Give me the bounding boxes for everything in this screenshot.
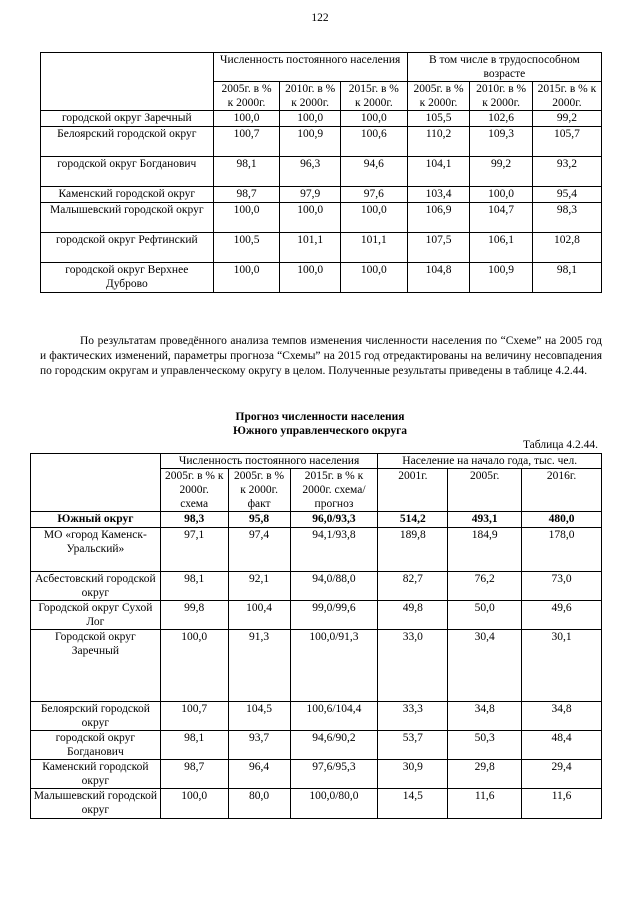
- table-row: [31, 601, 602, 630]
- value-cell: 99,8: [160, 601, 228, 630]
- value-cell: 98,7: [213, 187, 280, 203]
- value-cell: 98,1: [213, 157, 280, 187]
- column-header: 2001г.: [378, 469, 448, 512]
- row-name: Каменский городской округ: [41, 187, 214, 203]
- column-header: 2015г. в % к 2000г.: [340, 82, 407, 111]
- value-cell: 92,1: [228, 572, 290, 601]
- value-cell: 97,9: [280, 187, 340, 203]
- value-cell: 184,9: [448, 528, 522, 572]
- value-cell: 34,8: [448, 702, 522, 731]
- table-row: [31, 702, 602, 731]
- value-cell: 100,0/91,3: [290, 630, 378, 702]
- value-cell: 94,0/88,0: [290, 572, 378, 601]
- table-heading-line2: Южного управленческого округа: [232, 425, 408, 437]
- value-cell: 95,4: [532, 187, 601, 203]
- value-cell: 100,4: [228, 601, 290, 630]
- value-cell: 100,0: [160, 630, 228, 702]
- value-cell: 100,7: [160, 702, 228, 731]
- value-cell: 100,0/80,0: [290, 789, 378, 819]
- value-cell: 107,5: [407, 233, 470, 263]
- column-header: 2010г. в % к 2000г.: [280, 82, 340, 111]
- group-header: Численность постоянного населения: [160, 454, 378, 469]
- value-cell: 11,6: [522, 789, 602, 819]
- row-name: Малышевский городской округ: [41, 203, 214, 233]
- column-header: 2015г. в % к 2000г. схема/ прогноз: [290, 469, 378, 512]
- value-cell: 96,3: [280, 157, 340, 187]
- value-cell: 100,9: [470, 263, 533, 293]
- value-cell: 99,0/99,6: [290, 601, 378, 630]
- value-cell: 100,0: [280, 263, 340, 293]
- column-header: 2005г. в % к 2000г.: [213, 82, 280, 111]
- table-row: [31, 528, 602, 572]
- row-name: Городской округ Заречный: [31, 630, 161, 702]
- value-cell: 33,3: [378, 702, 448, 731]
- row-name: Южный округ: [31, 512, 161, 528]
- column-header: 2005г. в % к 2000г. схема: [160, 469, 228, 512]
- value-cell: 493,1: [448, 512, 522, 528]
- value-cell: 50,3: [448, 731, 522, 760]
- value-cell: 104,1: [407, 157, 470, 187]
- value-cell: 48,4: [522, 731, 602, 760]
- value-cell: 98,3: [532, 203, 601, 233]
- row-name: МО «город Каменск-Уральский»: [31, 528, 161, 572]
- body-paragraph: По результатам проведённого анализа темпов изменения численности населения по “Схеме” на 2005 год и фактических изменений, параметры прогноза “Схемы” на 2015 год отредактированы на величину несовпадения по городским округам и управленческому округу в целом. Полученные результаты приведены в таблице 4.2.44.: [40, 335, 602, 377]
- column-header: 2016г.: [522, 469, 602, 512]
- value-cell: 53,7: [378, 731, 448, 760]
- value-cell: 96,0/93,3: [290, 512, 378, 528]
- table-heading-line1: Прогноз численности населения: [235, 411, 405, 423]
- group-header: Население на начало года, тыс. чел.: [378, 454, 602, 469]
- value-cell: 49,8: [378, 601, 448, 630]
- value-cell: 94,6: [340, 157, 407, 187]
- table-row: [41, 263, 602, 293]
- population-forecast-table: [30, 453, 602, 819]
- value-cell: 98,1: [160, 731, 228, 760]
- value-cell: 100,0: [213, 111, 280, 127]
- population-table-1: [40, 52, 602, 293]
- value-cell: 100,0: [213, 263, 280, 293]
- value-cell: 104,8: [407, 263, 470, 293]
- value-cell: 480,0: [522, 512, 602, 528]
- value-cell: 30,1: [522, 630, 602, 702]
- value-cell: 100,0: [340, 203, 407, 233]
- value-cell: 29,4: [522, 760, 602, 789]
- table-row: [31, 512, 602, 528]
- value-cell: 102,6: [470, 111, 533, 127]
- value-cell: 82,7: [378, 572, 448, 601]
- value-cell: 178,0: [522, 528, 602, 572]
- value-cell: 99,2: [470, 157, 533, 187]
- table-row: [41, 111, 602, 127]
- value-cell: 100,0: [340, 111, 407, 127]
- row-name: городской округ Рефтинский: [41, 233, 214, 263]
- value-cell: 14,5: [378, 789, 448, 819]
- row-name: Малышевский городской округ: [31, 789, 161, 819]
- value-cell: 96,4: [228, 760, 290, 789]
- row-name: Каменский городской округ: [31, 760, 161, 789]
- table-row: [41, 233, 602, 263]
- value-cell: 94,6/90,2: [290, 731, 378, 760]
- value-cell: 100,6/104,4: [290, 702, 378, 731]
- column-header: 2005г. в % к 2000г. факт: [228, 469, 290, 512]
- column-header: 2015г. в % к 2000г.: [532, 82, 601, 111]
- value-cell: 97,1: [160, 528, 228, 572]
- page-number: 122: [311, 12, 329, 24]
- value-cell: 110,2: [407, 127, 470, 157]
- value-cell: 102,8: [532, 233, 601, 263]
- row-name: городской округ Богданович: [41, 157, 214, 187]
- value-cell: 98,7: [160, 760, 228, 789]
- table-row: [31, 731, 602, 760]
- value-cell: 29,8: [448, 760, 522, 789]
- value-cell: 106,1: [470, 233, 533, 263]
- value-cell: 93,2: [532, 157, 601, 187]
- value-cell: 30,4: [448, 630, 522, 702]
- table-row: [41, 157, 602, 187]
- value-cell: 97,4: [228, 528, 290, 572]
- table-row: [31, 789, 602, 819]
- column-header: 2010г. в % к 2000г.: [470, 82, 533, 111]
- value-cell: 100,0: [470, 187, 533, 203]
- value-cell: 100,5: [213, 233, 280, 263]
- table-row: [41, 187, 602, 203]
- corner-cell: [41, 53, 214, 111]
- row-name: Белоярский городской округ: [41, 127, 214, 157]
- value-cell: 100,0: [160, 789, 228, 819]
- value-cell: 103,4: [407, 187, 470, 203]
- value-cell: 189,8: [378, 528, 448, 572]
- value-cell: 100,6: [340, 127, 407, 157]
- value-cell: 100,7: [213, 127, 280, 157]
- row-name: городской округ Богданович: [31, 731, 161, 760]
- table-row: [41, 127, 602, 157]
- value-cell: 98,1: [160, 572, 228, 601]
- value-cell: 33,0: [378, 630, 448, 702]
- value-cell: 97,6: [340, 187, 407, 203]
- value-cell: 34,8: [522, 702, 602, 731]
- row-name: Городской округ Сухой Лог: [31, 601, 161, 630]
- value-cell: 100,0: [340, 263, 407, 293]
- table-row: [31, 630, 602, 702]
- value-cell: 91,3: [228, 630, 290, 702]
- value-cell: 30,9: [378, 760, 448, 789]
- value-cell: 76,2: [448, 572, 522, 601]
- value-cell: 98,3: [160, 512, 228, 528]
- value-cell: 97,6/95,3: [290, 760, 378, 789]
- value-cell: 94,1/93,8: [290, 528, 378, 572]
- value-cell: 100,0: [213, 203, 280, 233]
- table-row: [31, 572, 602, 601]
- row-name: Белоярский городской округ: [31, 702, 161, 731]
- row-name: городской округ Верхнее Дуброво: [41, 263, 214, 293]
- value-cell: 100,0: [280, 111, 340, 127]
- value-cell: 101,1: [280, 233, 340, 263]
- table-label: Таблица 4.2.44.: [522, 439, 598, 451]
- value-cell: 514,2: [378, 512, 448, 528]
- table-row: [31, 760, 602, 789]
- value-cell: 105,7: [532, 127, 601, 157]
- value-cell: 101,1: [340, 233, 407, 263]
- value-cell: 49,6: [522, 601, 602, 630]
- value-cell: 109,3: [470, 127, 533, 157]
- value-cell: 11,6: [448, 789, 522, 819]
- value-cell: 95,8: [228, 512, 290, 528]
- value-cell: 73,0: [522, 572, 602, 601]
- value-cell: 104,7: [470, 203, 533, 233]
- row-name: городской округ Заречный: [41, 111, 214, 127]
- table-row: [41, 203, 602, 233]
- value-cell: 93,7: [228, 731, 290, 760]
- value-cell: 106,9: [407, 203, 470, 233]
- corner-cell: [31, 454, 161, 512]
- value-cell: 80,0: [228, 789, 290, 819]
- value-cell: 98,1: [532, 263, 601, 293]
- value-cell: 100,0: [280, 203, 340, 233]
- group-header: Численность постоянного населения: [213, 53, 407, 82]
- value-cell: 104,5: [228, 702, 290, 731]
- row-name: Асбестовский городской округ: [31, 572, 161, 601]
- column-header: 2005г.: [448, 469, 522, 512]
- column-header: 2005г. в % к 2000г.: [407, 82, 470, 111]
- value-cell: 50,0: [448, 601, 522, 630]
- value-cell: 105,5: [407, 111, 470, 127]
- group-header: В том числе в трудоспособном возрасте: [407, 53, 601, 82]
- value-cell: 100,9: [280, 127, 340, 157]
- value-cell: 99,2: [532, 111, 601, 127]
